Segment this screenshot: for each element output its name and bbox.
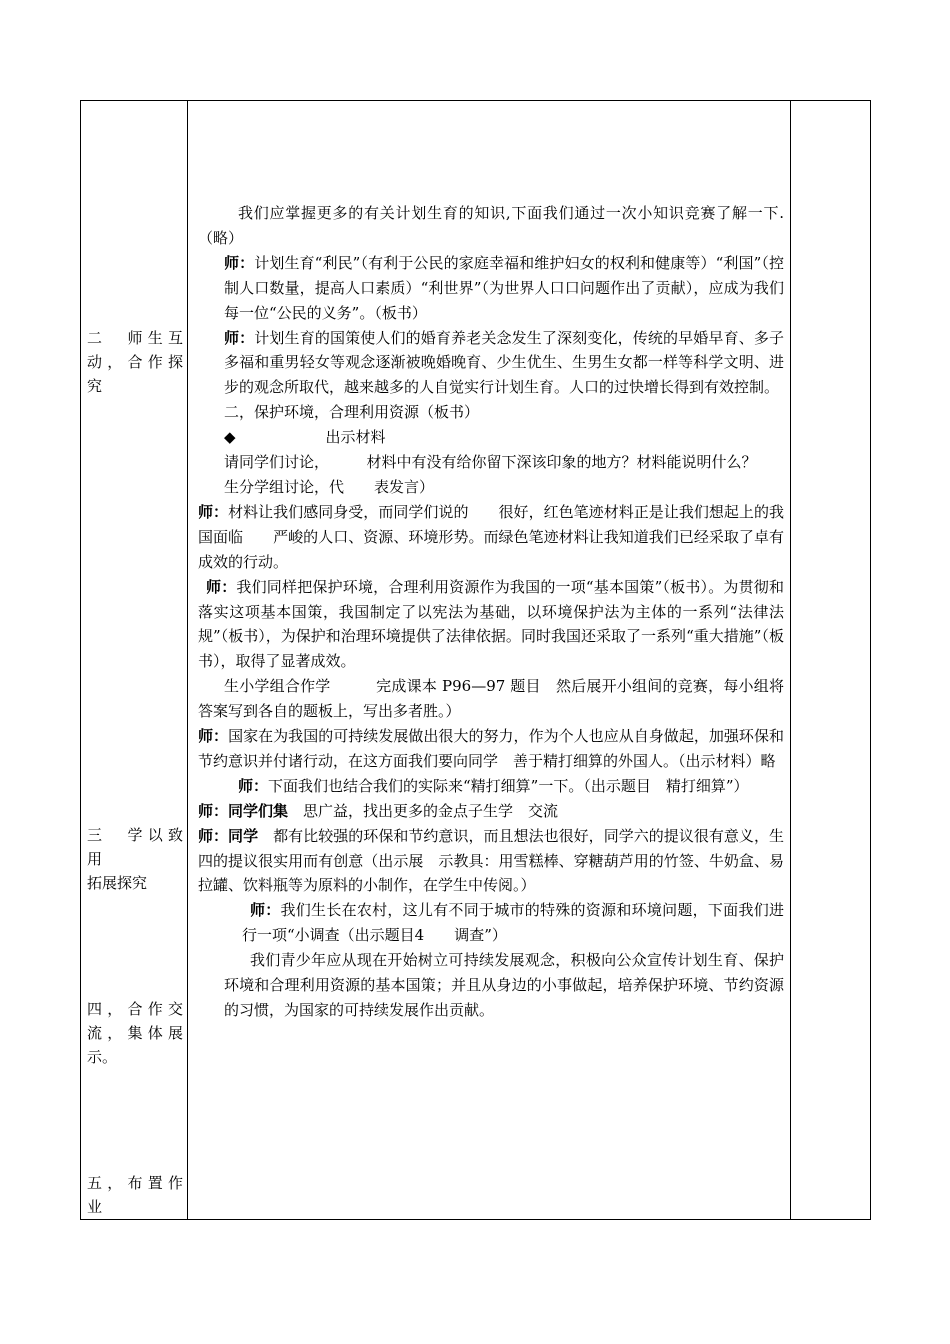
paragraph (198, 799, 784, 824)
paragraph-text: 计划生育“利民”（有利于公民的家庭幸福和维护妇女的权利和健康等）“利国”（控制人口数量，提高人口素质）“利世界”（为世界人口口问题作出了贡献），应成为我们每一位“公民的义务”。（板书） (224, 253, 784, 322)
paragraph: ◆ 出示材料 (224, 428, 386, 447)
speaker-label: 师： (224, 328, 255, 347)
paragraph: 请同学们讨论， 材料中有没有给你留下深该印象的地方？材料能说明什么？ (224, 453, 757, 472)
speaker-label: 师： (250, 901, 281, 920)
speaker-label: 师： (198, 727, 229, 746)
speaker-label: 师：同学们集 (198, 801, 289, 820)
paragraph-text: 我们同样把保护环境，合理利用资源作为我国的一项“基本国策”（板书）。为贯彻和落实这项基本国策，我国制定了以宪法为基础，以环境保护法为主体的一系列“法律法规”（板书），为保护和治理环境提供了法律依据。同时我国还采取了一系列“重大措施”（板书），取得了显著成效。 (198, 577, 784, 671)
paragraph (198, 575, 784, 675)
section-label-3 (87, 823, 183, 895)
paragraph-text: 我们生长在农村，这儿有不同于城市的特殊的资源和环境问题，下面我们进行一项“小调查（出示题目4 调查”） (242, 901, 784, 945)
paragraph (198, 251, 784, 326)
label-line: 究 (87, 377, 103, 395)
paragraph (198, 774, 784, 799)
label-line: 用 (87, 850, 103, 868)
paragraph: 生小学组合作学 完成课本 P96—97 题目 然后展开小组间的竞赛，每小组将答案写到各自的题板上，写出多者胜。） (198, 677, 784, 721)
paragraph-text: 材料让我们感同身受，而同学们说的 很好，红色笔迹材料正是让我们想起上的我国面临 严峻的人口、资源、环境形势。而绿色笔迹材料让我知道我们已经采取了卓有成效的行动。 (198, 502, 784, 571)
lesson-content (198, 201, 784, 1023)
label-line: 流，集体展 (87, 1024, 183, 1042)
speaker-label: 师： (224, 253, 255, 272)
paragraph: 我们青少年应从现在开始树立可持续发展观念，积极向公众宣传计划生育、保护环境和合理利用资源的基本国策；并且从身边的小事做起，培养保护环境、节约资源的习惯，为国家的可持续发展作出贡献。 (224, 951, 784, 1019)
section-label-4 (87, 997, 183, 1069)
label-line: 动，合作探 (87, 353, 183, 371)
paragraph (198, 898, 784, 948)
speaker-label: 师： (198, 502, 229, 521)
section-label-2 (87, 326, 183, 398)
speaker-label: 师：同学 (198, 826, 259, 845)
label-line: 二 师生互 (87, 329, 183, 347)
label-line: 三 学以致 (87, 826, 183, 844)
label-line: 拓展探究 (87, 874, 148, 892)
paragraph (198, 500, 784, 575)
section-label-5 (87, 1171, 183, 1219)
paragraph-text: 下面我们也结合我们的实际来“精打细算”一下。（出示题目 精打细算”） (268, 776, 749, 795)
paragraph: 二，保护环境，合理利用资源（板书） (224, 403, 480, 422)
paragraph-text: 国家在为我国的可持续发展做出很大的努力，作为个人也应从自身做起，加强环保和节约意识并付诸行动，在这方面我们要向同学 善于精打细算的外国人。（出示材料）略 (198, 727, 784, 770)
paragraph: 生分学组讨论，代 表发言） (224, 477, 435, 496)
label-line: 业 (87, 1198, 103, 1216)
label-line: 四，合作交 (87, 1000, 183, 1018)
column-divider-left (187, 101, 188, 1219)
paragraph-text: 都有比较强的环保和节约意识，而且想法也很好，同学六的提议很有意义，生四的提议很实用而有创意（出示展 示教具：用雪糕棒、穿糖葫芦用的竹签、牛奶盒、易拉罐、饮料瓶等为原料的小制作，在学生中传阅。） (198, 826, 784, 895)
label-line: 五，布置作 (87, 1174, 183, 1192)
speaker-label: 师： (238, 776, 269, 795)
label-line: 示。 (87, 1048, 118, 1066)
paragraph: 我们应掌握更多的有关计划生育的知识,下面我们通过一次小知识竞赛了解一下.（略） (198, 204, 784, 247)
paragraph-text: 思广益，找出更多的金点子生学 交流 (288, 801, 559, 820)
paragraph (198, 824, 784, 899)
paragraph (198, 326, 784, 401)
column-divider-right (790, 101, 791, 1219)
lesson-table (80, 100, 871, 1220)
speaker-label: 师： (206, 577, 237, 596)
paragraph (198, 724, 784, 774)
paragraph-text: 计划生育的国策使人们的婚育养老关念发生了深刻变化，传统的早婚早育、多子多福和重男轻女等观念逐渐被晚婚晚育、少生优生、生男生女都一样等科学文明、进步的观念所取代，越来越多的人自觉实行计划生育。人口的过快增长得到有效控制。 (224, 328, 784, 397)
